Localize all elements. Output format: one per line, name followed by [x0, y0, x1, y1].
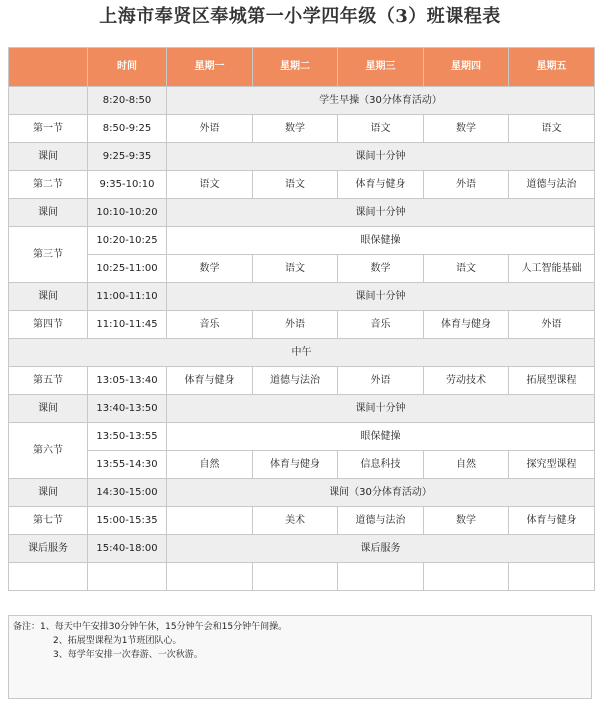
header-row — [9, 48, 595, 87]
table-row — [9, 255, 595, 283]
row-label: 第六节 — [9, 423, 88, 479]
lesson-cell: 体育与健身 — [509, 507, 595, 535]
row-time: 9:35-10:10 — [88, 171, 167, 199]
lesson-cell: 劳动技术 — [424, 367, 509, 395]
lesson-cell: 数学 — [424, 507, 509, 535]
row-label: 第七节 — [9, 507, 88, 535]
row-time: 11:00-11:10 — [88, 283, 167, 311]
table-row — [9, 227, 595, 255]
row-time: 11:10-11:45 — [88, 311, 167, 339]
header-tuesday: 星期二 — [253, 48, 338, 87]
page-title: 上海市奉贤区奉城第一小学四年级（3）班课程表 — [99, 6, 501, 27]
lesson-cell: 语文 — [509, 115, 595, 143]
table-row — [9, 367, 595, 395]
table-row — [9, 311, 595, 339]
lesson-cell: 体育与健身 — [338, 171, 424, 199]
eye-exercise-cell: 眼保健操 — [167, 227, 595, 255]
row-time: 14:30-15:00 — [88, 479, 167, 507]
row-time: 15:00-15:35 — [88, 507, 167, 535]
lesson-cell: 人工智能基础 — [509, 255, 595, 283]
lesson-cell: 外语 — [424, 171, 509, 199]
notes-box — [8, 615, 592, 699]
row-time: 8:50-9:25 — [88, 115, 167, 143]
after-school-cell: 课后服务 — [167, 535, 595, 563]
lesson-cell — [167, 507, 253, 535]
lesson-cell: 探究型课程 — [509, 451, 595, 479]
lesson-cell: 自然 — [167, 451, 253, 479]
row-label: 课间 — [9, 143, 88, 171]
header-friday: 星期五 — [509, 48, 595, 87]
lesson-cell: 信息科技 — [338, 451, 424, 479]
row-time: 8:20-8:50 — [88, 87, 167, 115]
row-time: 9:25-9:35 — [88, 143, 167, 171]
row-time: 15:40-18:00 — [88, 535, 167, 563]
row-time: 13:50-13:55 — [88, 423, 167, 451]
table-row — [9, 479, 595, 507]
lesson-cell: 外语 — [509, 311, 595, 339]
morning-exercise-cell: 学生早操（30分体育活动） — [167, 87, 595, 115]
table-row — [9, 339, 595, 367]
table-row — [9, 507, 595, 535]
note-line: 3、每学年安排一次春游、一次秋游。 — [53, 650, 203, 660]
lesson-cell: 语文 — [167, 171, 253, 199]
lesson-cell: 语文 — [253, 255, 338, 283]
lesson-cell: 外语 — [253, 311, 338, 339]
lesson-cell: 道德与法治 — [253, 367, 338, 395]
row-label: 第二节 — [9, 171, 88, 199]
lesson-cell: 数学 — [253, 115, 338, 143]
table-row — [9, 451, 595, 479]
lesson-cell: 体育与健身 — [424, 311, 509, 339]
lesson-cell: 拓展型课程 — [509, 367, 595, 395]
note-line: 备注：1、每天中午安排30分钟午休，15分钟午会和15分钟午间操。 — [13, 622, 288, 632]
header-wednesday: 星期三 — [338, 48, 424, 87]
lesson-cell: 数学 — [424, 115, 509, 143]
row-label — [9, 87, 88, 115]
row-label: 第三节 — [9, 227, 88, 283]
lesson-cell: 体育与健身 — [253, 451, 338, 479]
row-time: 13:05-13:40 — [88, 367, 167, 395]
lesson-cell: 语文 — [424, 255, 509, 283]
table-row — [9, 283, 595, 311]
row-time: 10:25-11:00 — [88, 255, 167, 283]
header-thursday: 星期四 — [424, 48, 509, 87]
row-time: 10:10-10:20 — [88, 199, 167, 227]
lesson-cell: 外语 — [338, 367, 424, 395]
lesson-cell: 自然 — [424, 451, 509, 479]
empty-cell — [509, 563, 595, 591]
schedule-table — [8, 47, 595, 591]
empty-cell — [9, 563, 88, 591]
lesson-cell: 语文 — [253, 171, 338, 199]
row-label: 课间 — [9, 199, 88, 227]
row-label: 课间 — [9, 479, 88, 507]
row-time: 13:55-14:30 — [88, 451, 167, 479]
empty-cell — [167, 563, 253, 591]
table-row — [9, 143, 595, 171]
empty-cell — [253, 563, 338, 591]
row-time: 13:40-13:50 — [88, 395, 167, 423]
noon-cell: 中午 — [9, 339, 595, 367]
table-row — [9, 423, 595, 451]
row-label: 第四节 — [9, 311, 88, 339]
table-row — [9, 563, 595, 591]
table-row — [9, 115, 595, 143]
lesson-cell: 音乐 — [338, 311, 424, 339]
table-row — [9, 171, 595, 199]
row-label: 第一节 — [9, 115, 88, 143]
lesson-cell: 道德与法治 — [509, 171, 595, 199]
header-time: 时间 — [88, 48, 167, 87]
row-label: 第五节 — [9, 367, 88, 395]
break-cell: 课间十分钟 — [167, 199, 595, 227]
table-row — [9, 87, 595, 115]
table-row — [9, 535, 595, 563]
table-row — [9, 395, 595, 423]
break-cell: 课间十分钟 — [167, 143, 595, 171]
lesson-cell: 道德与法治 — [338, 507, 424, 535]
empty-cell — [424, 563, 509, 591]
row-label: 课间 — [9, 395, 88, 423]
lesson-cell: 语文 — [338, 115, 424, 143]
lesson-cell: 数学 — [338, 255, 424, 283]
break-cell: 课间十分钟 — [167, 395, 595, 423]
lesson-cell: 美术 — [253, 507, 338, 535]
break-cell: 课间十分钟 — [167, 283, 595, 311]
lesson-cell: 数学 — [167, 255, 253, 283]
row-time: 10:20-10:25 — [88, 227, 167, 255]
header-corner — [9, 48, 88, 87]
lesson-cell: 体育与健身 — [167, 367, 253, 395]
row-label: 课间 — [9, 283, 88, 311]
empty-cell — [88, 563, 167, 591]
header-monday: 星期一 — [167, 48, 253, 87]
eye-exercise-cell: 眼保健操 — [167, 423, 595, 451]
empty-cell — [338, 563, 424, 591]
note-line: 2、拓展型课程为1节班团队心。 — [53, 636, 182, 646]
lesson-cell: 音乐 — [167, 311, 253, 339]
break-cell: 课间（30分体育活动） — [167, 479, 595, 507]
lesson-cell: 外语 — [167, 115, 253, 143]
row-label: 课后服务 — [9, 535, 88, 563]
table-row — [9, 199, 595, 227]
